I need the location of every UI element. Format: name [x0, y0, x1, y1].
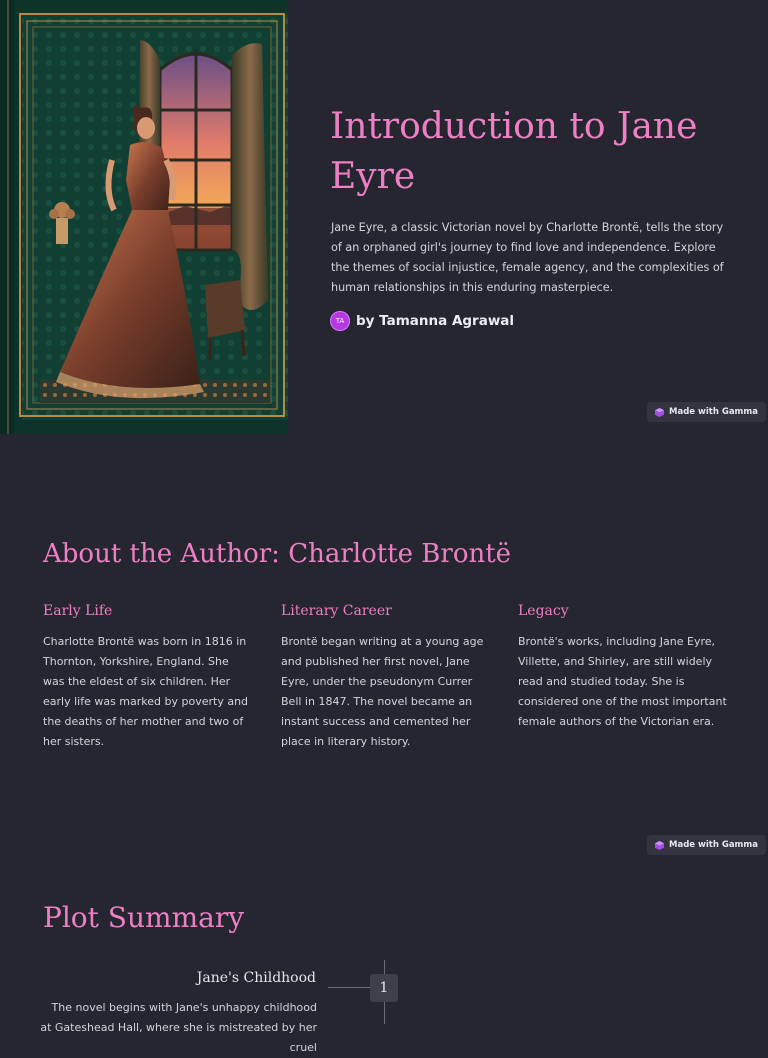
made-with-gamma-badge[interactable]: [647, 835, 766, 855]
column-heading: Literary Career: [281, 603, 392, 619]
column-text: Charlotte Brontë was born in 1816 in Thornton, Yorkshire, England. She was the eldest of six children. Her early life was marked by poverty and the deaths of her mother and two of her sisters.: [43, 635, 249, 748]
author-byline[interactable]: [330, 311, 514, 331]
timeline-step-number: 1: [370, 974, 398, 1002]
timeline-connector: [328, 987, 370, 988]
intro-paragraph: Jane Eyre, a classic Victorian novel by Charlotte Brontë, tells the story of an orphaned girl's journey to find love and independence. Explore the themes of social injustice, female agency, and the complexities of human relationships in this enduring masterpiece.: [331, 221, 724, 294]
byline-text: by Tamanna Agrawal: [356, 313, 515, 329]
column-heading: Legacy: [518, 603, 569, 619]
column-heading: Early Life: [43, 603, 113, 619]
author-column-literary-career: [281, 600, 491, 752]
timeline-step-text: The novel begins with Jane's unhappy childhood at Gateshead Hall, where she is mistreated by her cruel: [40, 1001, 317, 1054]
timeline-step-heading: Jane's Childhood: [196, 970, 316, 986]
made-with-gamma-badge[interactable]: [647, 402, 766, 422]
page-title: Introduction to Jane Eyre: [330, 106, 698, 197]
gamma-logo-icon: [655, 408, 664, 417]
author-column-early-life: [43, 600, 253, 752]
section-title-author: About the Author: Charlotte Brontë: [43, 539, 512, 569]
badge-label: Made with Gamma: [669, 407, 759, 417]
badge-label: Made with Gamma: [669, 840, 759, 850]
column-text: Brontë's works, including Jane Eyre, Villette, and Shirley, are still widely read and studied today. She is considered one of the most important female authors of the Victorian era.: [518, 635, 727, 728]
avatar[interactable]: TA: [330, 311, 350, 331]
cover-illustration: [0, 0, 288, 434]
author-column-legacy: [518, 600, 728, 732]
gamma-logo-icon: [655, 841, 664, 850]
intro-slide: [0, 0, 768, 434]
column-text: Brontë began writing at a young age and published her first novel, Jane Eyre, under the pseudonym Currer Bell in 1847. The novel became an instant success and cemented her place in literary history.: [281, 635, 484, 748]
section-title-plot: Plot Summary: [43, 901, 245, 934]
